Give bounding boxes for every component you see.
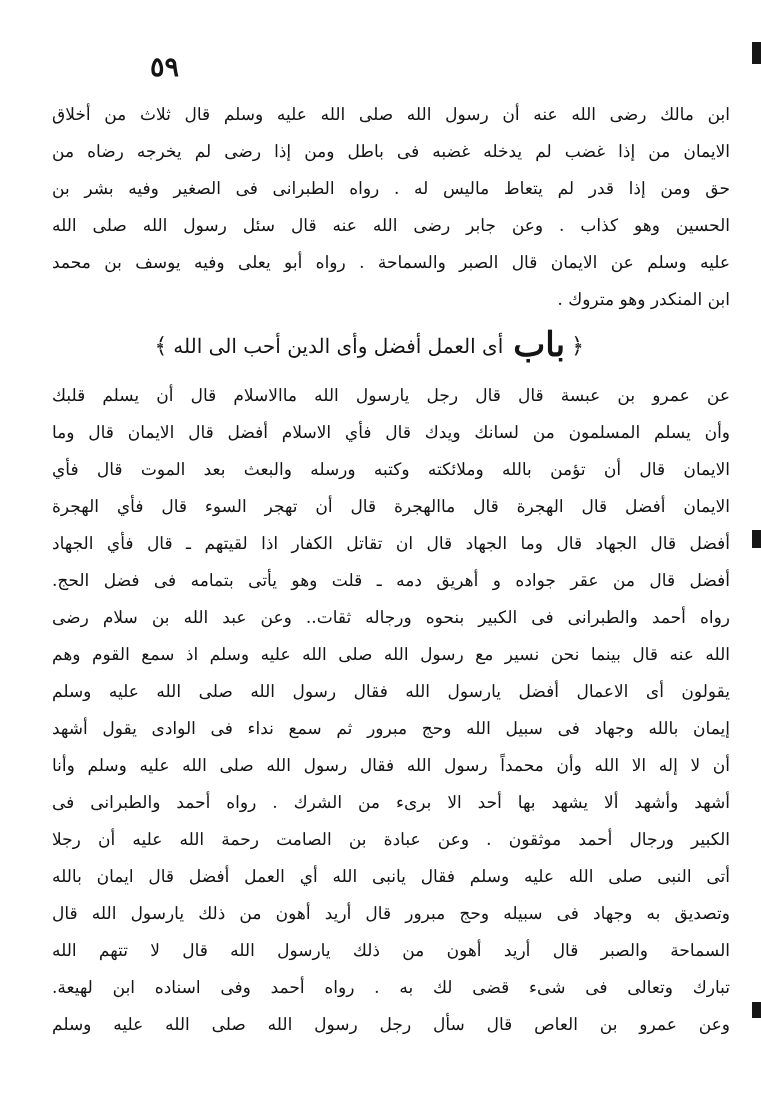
text-line: تبارك وتعالى فى شىء قضى لك به . رواه أحمد وفى اسناده ابن لهيعة. (52, 978, 730, 998)
text-line: أتى النبى صلى الله عليه وسلم فقال يانبى الله أي العمل أفضل قال ايمان بالله (52, 867, 730, 887)
text-line: الايمان من إذا غضب لم يدخله غضبه فى باطل ومن إذا رضى لم يخرجه رضاه من (52, 142, 730, 162)
text-line: ابن المنكدر وهو متروك . (557, 290, 730, 310)
scan-edge-mark (752, 530, 761, 548)
text-line: أشهد وأشهد ألا يشهد بها أحد الا برىء من الشرك . رواه أحمد والطبرانى فى (52, 793, 730, 813)
text-line: عليه وسلم عن الايمان قال الصبر والسماحة . رواه أبو يعلى وفيه يوسف بن محمد (52, 253, 730, 273)
page-number: ٥٩ (150, 52, 180, 83)
text-line: أن لا إله الا الله وأن محمداً رسول الله فقال رسول الله صلى الله عليه وسلم وأنا (52, 756, 730, 776)
ornament-bracket-close: ﴾ (154, 334, 168, 359)
text-line: أفضل قال الجهاد قال وما الجهاد قال ان تقاتل الكفار اذا لقيتهم ـ قال فأي الجهاد (52, 534, 730, 554)
text-line: حق ومن إذا قدر لم يتعاط ماليس له . رواه الطبرانى فى الصغير وفيه بشر بن (52, 179, 730, 199)
text-line: الايمان أفضل قال الهجرة قال ماالهجرة قال أن تهجر السوء قال فأي الهجرة (52, 497, 730, 517)
text-line: أفضل قال من عقر جواده و أهريق دمه ـ قلت وهو يأتى بتمامه فى فضل الحج. (52, 571, 730, 591)
text-line: عن عمرو بن عبسة قال قال رجل يارسول الله ماالاسلام قال أن يسلم قلبك (52, 386, 730, 406)
text-line: وأن يسلم المسلمون من لسانك ويدك قال فأي الاسلام أفضل قال الايمان قال وما (52, 423, 730, 443)
text-line: الكبير ورجال أحمد موثقون . وعن عبادة بن الصامت رحمة الله عليه أن رجلا (52, 830, 730, 850)
ornament-bracket-open: ﴿ (571, 334, 584, 359)
text-line: ابن مالك رضى الله عنه أن رسول الله صلى الله عليه وسلم قال ثلاث من أخلاق (52, 105, 730, 125)
text-line: إيمان بالله وجهاد فى سبيل الله وحج مبرور ثم سمع نداء فى الوادى يقول أشهد (52, 719, 730, 739)
chapter-heading (154, 322, 590, 368)
scan-edge-mark (752, 1002, 761, 1018)
text-line: وعن عمرو بن العاص قال سأل رجل رسول الله صلى الله عليه وسلم (52, 1015, 730, 1035)
text-line: الله عنه قال بينما نحن نسير مع رسول الله صلى الله عليه وسلم اذ سمع القوم وهم (52, 645, 730, 665)
text-line: رواه أحمد والطبرانى فى الكبير بنحوه ورجاله ثقات.. وعن عبد الله بن سلام رضى (52, 608, 730, 628)
text-line: وتصديق به وجهاد فى سبيله وحج مبرور قال أريد أهون من ذلك يارسول الله قال (52, 904, 730, 924)
scan-edge-mark (752, 42, 761, 64)
paragraph-1 (52, 97, 730, 319)
text-line: السماحة والصبر قال أريد أهون من ذلك يارسول الله قال لا تتهم الله (52, 941, 730, 961)
chapter-title: أى العمل أفضل وأى الدين أحب الى الله (173, 334, 504, 358)
chapter-bab-label: باب (513, 325, 566, 365)
text-line: الحسين وهو كذاب . وعن جابر رضى الله عنه قال سئل رسول الله صلى الله (52, 216, 730, 236)
paragraph-2 (52, 378, 730, 1044)
text-line: يقولون أى الاعمال أفضل يارسول الله فقال رسول الله صلى الله عليه وسلم (52, 682, 730, 702)
text-line: الايمان قال أن تؤمن بالله وملائكته وكتبه ورسله والبعث بعد الموت قال فأي (52, 460, 730, 480)
